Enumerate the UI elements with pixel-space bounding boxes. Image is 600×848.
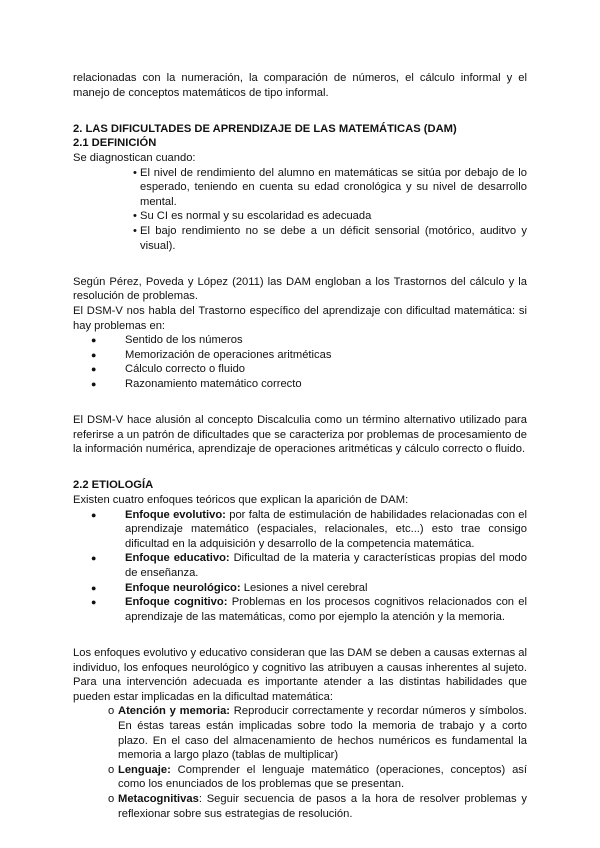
- diagnose-intro: Se diagnostican cuando:: [73, 151, 196, 164]
- bullet-icon: ●: [91, 378, 97, 389]
- list-item: o Atención y memoria: Reproducir correctamente y recordar números y símbolos. En éstas tareas están implicadas sobre todo la memoria de trabajo y a corto plazo. En el caso del almacenamiento de hechos numéricos es fundamental la memoria a largo plazo (tablas de multiplicar): [108, 705, 527, 762]
- bullet-icon: •: [133, 210, 137, 223]
- criteria-list: [73, 166, 527, 254]
- bullet-icon: ●: [91, 597, 97, 608]
- list-item: ● Razonamiento matemático correcto: [91, 377, 302, 390]
- subsection-title-definicion: 2.1 DEFINICIÓN: [73, 137, 157, 150]
- list-item: ● Enfoque educativo: Dificultad de la materia y características propias del modo de enseñanza.: [91, 552, 527, 579]
- list-item: ● Sentido de los números: [91, 334, 243, 347]
- approaches-list: [73, 508, 527, 625]
- list-item: o Lenguaje: Comprender el lenguaje matemático (operaciones, conceptos) así como los enunciados de los problemas que se presentan.: [108, 763, 527, 791]
- bullet-icon: o: [108, 763, 115, 776]
- list-item: ● Cálculo correcto o fluido: [91, 363, 246, 376]
- document-page: [73, 71, 527, 821]
- causes-paragraph: Los enfoques evolutivo y educativo consideran que las DAM se deben a causas externas al individuo, los enfoques neurológico y cognitivo las atribuyen a causas inherentes al sujeto. Para una intervención adecuada es importante atender a las distintas habilidades que pueden estar implicadas en la dificultad matemática:: [73, 646, 527, 703]
- list-item: ● Enfoque neurológico: Lesiones a nivel cerebral: [91, 581, 368, 594]
- bullet-icon: ●: [91, 509, 97, 520]
- problems-list: [73, 333, 527, 391]
- list-item: • El bajo rendimiento no se debe a un déficit sensorial (motórico, auditvo y visual).: [133, 224, 527, 252]
- discalculia-paragraph: El DSM-V hace alusión al concepto Discalculia como un término alternativo utilizado para referirse a un patrón de dificultades que se caracteriza por problemas de procesamiento de la información numérica, aprendizaje de operaciones aritméticas y cálculo correcto o fluido.: [73, 414, 527, 456]
- bullet-icon: o: [108, 705, 115, 718]
- subsection-title-etiologia: 2.2 ETIOLOGÍA: [73, 479, 154, 492]
- section-title-dam: 2. LAS DIFICULTADES DE APRENDIZAJE DE LAS MATEMÁTICAS (DAM): [73, 122, 457, 135]
- bullet-icon: •: [133, 166, 137, 179]
- etiology-intro: Existen cuatro enfoques teóricos que explican la aparición de DAM:: [73, 494, 409, 507]
- list-item: ● Enfoque evolutivo: por falta de estimulación de habilidades relacionadas con el aprendizaje matemático (espaciales, relacionales, etc...) esto trae consigo dificultad en la adquisición y desarrollo de la competencia matemática.: [91, 508, 527, 550]
- list-item: • El nivel de rendimiento del alumno en matemáticas se sitúa por debajo de lo esperado, teniendo en cuenta su edad cronológica y su nivel de desarrollo mental.: [133, 166, 527, 208]
- perez-paragraph: Según Pérez, Poveda y López (2011) las DAM engloban a los Trastornos del cálculo y la resolución de problemas.: [73, 275, 527, 303]
- skills-list: [73, 704, 527, 821]
- bullet-icon: ●: [91, 553, 97, 564]
- bullet-icon: ●: [91, 335, 97, 346]
- bullet-icon: ●: [91, 349, 97, 360]
- bullet-icon: ●: [91, 364, 97, 375]
- bullet-icon: •: [133, 224, 137, 237]
- list-item: ● Memorización de operaciones aritméticas: [91, 348, 332, 361]
- list-item: ● Enfoque cognitivo: Problemas en los procesos cognitivos relacionados con el aprendizaje de las matemáticas, como por ejemplo la atención y la memoria.: [91, 596, 527, 623]
- bullet-icon: ●: [91, 582, 97, 593]
- list-item: o Metacognitivas: Seguir secuencia de pasos a la hora de resolver problemas y reflexionar sobre sus estrategias de resolución.: [108, 792, 527, 820]
- bullet-icon: o: [108, 792, 115, 805]
- list-item: • Su CI es normal y su escolaridad es adecuada: [133, 210, 372, 223]
- dsm-paragraph: El DSM-V nos habla del Trastorno específico del aprendizaje con dificultad matemática: si hay problemas en:: [73, 304, 527, 332]
- intro-continuation: relacionadas con la numeración, la comparación de números, el cálculo informal y el manejo de conceptos matemáticos de tipo informal.: [73, 72, 527, 99]
